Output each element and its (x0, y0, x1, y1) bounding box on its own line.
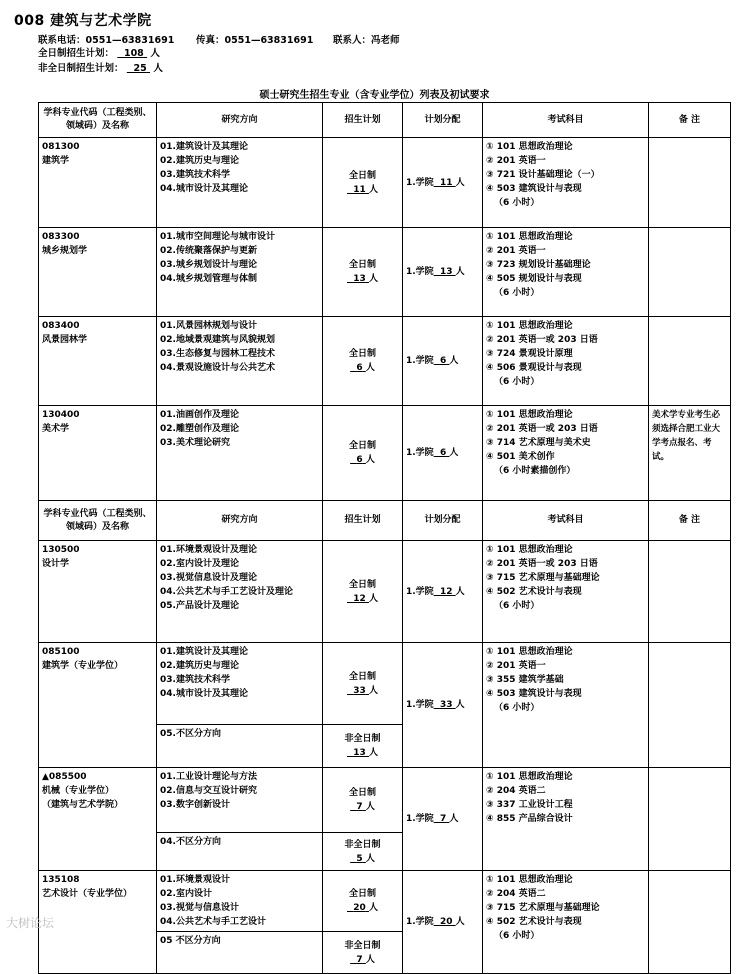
exam-subject: ④ 501 美术创作 (486, 452, 555, 462)
column-header: 考试科目 (483, 501, 649, 541)
fax-text: 传真：0551—63831691 (196, 35, 314, 46)
exam-subject: ④ 502 艺术设计与表现 (486, 587, 582, 597)
column-header: 备 注 (649, 103, 731, 138)
program-name: 风景园林学 (42, 335, 88, 345)
program-name-extra: （建筑与艺术学院） (42, 800, 124, 810)
direction-item: 02.传统聚落保护与更新 (160, 246, 257, 256)
direction-item: 04.景观设施设计与公共艺术 (160, 363, 275, 373)
direction-item: 01.风景园林规划与设计 (160, 321, 257, 331)
remarks-cell (649, 138, 731, 228)
plan-label: 非全日制 (344, 839, 381, 850)
direction-item: 02.地域景观建筑与风貌规划 (160, 335, 275, 345)
program-cell (39, 406, 157, 501)
directions-cell (157, 932, 323, 974)
allocation-cell: 1.学院 6 人 (403, 406, 483, 501)
column-header: 研究方向 (157, 501, 323, 541)
plan-cell (323, 871, 403, 932)
program-code: 081300 (42, 142, 80, 152)
page-header (14, 10, 152, 30)
program-name: 艺术设计（专业学位） (42, 889, 133, 899)
direction-item: 02.室内设计及理论 (160, 559, 239, 569)
exam-subject: （6 小时） (494, 931, 540, 941)
plan-cell (323, 768, 403, 833)
exam-subject: ③ 715 艺术原理与基础理论 (486, 573, 600, 583)
direction-item: 02.信息与交互设计研究 (160, 786, 257, 796)
exam-subject: ④ 503 建筑设计与表现 (486, 689, 582, 699)
direction-item: 03.视觉信息设计及理论 (160, 573, 257, 583)
direction-item: 04.公共艺术与手工艺设计 (160, 917, 266, 927)
exam-subject: ③ 724 景观设计原理 (486, 349, 573, 359)
remarks-cell (649, 317, 731, 406)
table-title: 硕士研究生招生专业（含专业学位）列表及初试要求 (259, 90, 490, 101)
table-row (39, 138, 731, 228)
directions-cell (157, 871, 323, 932)
plan-cell (323, 317, 403, 406)
plan-label: 全日制 (348, 260, 376, 270)
program-code: ▲085500 (42, 772, 87, 782)
plan-label: 全日制 (348, 671, 376, 682)
plan-label: 全日制 (348, 579, 376, 590)
column-header: 学科专业代码（工程类别、领域码）及名称 (39, 103, 157, 138)
direction-item: 01.环境景观设计 (160, 875, 230, 885)
exam-subject: ② 201 英语一或 203 日语 (486, 335, 598, 345)
allocation-cell: 1.学院 12 人 (403, 541, 483, 643)
plan-label: 全日制 (348, 889, 376, 899)
table-row (39, 228, 731, 317)
table-row (39, 768, 731, 833)
direction-item: 03.美术理论研究 (160, 438, 230, 448)
direction-item: 02.室内设计 (160, 889, 212, 899)
exam-subject: ④ 505 规划设计与表现 (486, 274, 582, 284)
program-name: 城乡规划学 (42, 246, 88, 256)
program-code: 083300 (42, 232, 80, 242)
allocation-cell: 1.学院 7 人 (403, 768, 483, 871)
direction-item: 01.城市空间理论与城市设计 (160, 232, 275, 242)
direction-item: 01.建筑设计及其理论 (160, 142, 248, 152)
remark-text: 美术学专业考生必须选择合肥工业大学考点报名、考试。 (652, 410, 721, 462)
direction-item: 05 不区分方向 (160, 936, 221, 946)
plan-label: 全日制 (348, 170, 376, 181)
direction-item: 05.不区分方向 (160, 729, 221, 739)
allocation-cell: 1.学院 20 人 (403, 871, 483, 974)
exam-subject: （6 小时） (494, 198, 540, 208)
direction-item: 01.环境景观设计及理论 (160, 545, 257, 555)
phone-text: 联系电话：0551—63831691 (38, 35, 175, 46)
allocation-cell: 1.学院 13 人 (403, 228, 483, 317)
program-name: 设计学 (42, 559, 70, 569)
plan-count: 7 人 (356, 802, 375, 812)
table-row (39, 406, 731, 501)
direction-item: 01.工业设计理论与方法 (160, 772, 257, 782)
table-row (39, 317, 731, 406)
column-header: 招生计划 (323, 501, 403, 541)
column-header: 研究方向 (157, 103, 323, 138)
allocation-cell: 1.学院 6 人 (403, 317, 483, 406)
table-header-row (39, 103, 731, 138)
direction-item: 04.不区分方向 (160, 837, 221, 847)
column-header: 计划分配 (403, 103, 483, 138)
direction-item: 03.生态修复与园林工程技术 (160, 349, 275, 359)
exam-subject: （6 小时） (494, 288, 540, 298)
plan-cell (323, 228, 403, 317)
plan-label: 全日制 (348, 788, 376, 798)
exam-subject: ② 204 英语二 (486, 889, 546, 899)
allocation-cell: 1.学院 33 人 (403, 643, 483, 768)
allocation-cell: 1.学院 11 人 (403, 138, 483, 228)
exam-subject: ② 201 英语一 (486, 661, 546, 671)
program-cell (39, 871, 157, 974)
exam-subjects-cell (483, 871, 649, 974)
remarks-cell (649, 768, 731, 871)
program-code: 083400 (42, 321, 80, 331)
program-code: 085100 (42, 647, 80, 657)
plan-cell (323, 932, 403, 974)
column-header: 学科专业代码（工程类别、领域码）及名称 (39, 501, 157, 541)
remarks-cell (649, 871, 731, 974)
plan-count: 6 人 (356, 455, 375, 465)
program-name: 建筑学（专业学位） (42, 661, 124, 671)
exam-subject: ① 101 思想政治理论 (486, 410, 573, 420)
column-header: 计划分配 (403, 501, 483, 541)
direction-item: 01.建筑设计及其理论 (160, 647, 248, 657)
exam-subject: ② 201 英语一 (486, 246, 546, 256)
directions-cell (157, 833, 323, 871)
direction-item: 04.城市设计及其理论 (160, 689, 248, 699)
part-time-value: 25 (133, 63, 147, 74)
program-code: 130400 (42, 410, 80, 420)
exam-subject: ② 201 英语一或 203 日语 (486, 424, 598, 434)
direction-item: 02.雕塑创作及理论 (160, 424, 239, 434)
program-code: 130500 (42, 545, 80, 555)
plan-cell (323, 833, 403, 871)
exam-subjects-cell (483, 317, 649, 406)
direction-item: 03.建筑技术科学 (160, 170, 230, 180)
direction-item: 02.建筑历史与理论 (160, 156, 239, 166)
plan-label: 非全日制 (344, 734, 381, 744)
plan-count: 7 人 (356, 954, 375, 965)
direction-item: 04.城市设计及其理论 (160, 184, 248, 194)
exam-subject: ① 101 思想政治理论 (486, 232, 573, 242)
directions-cell (157, 317, 323, 406)
exam-subjects-cell (483, 768, 649, 871)
exam-subject: ① 101 思想政治理论 (486, 875, 573, 885)
program-code: 135108 (42, 875, 80, 885)
exam-subject: ② 204 英语二 (486, 786, 546, 796)
directions-cell (157, 541, 323, 643)
program-cell (39, 768, 157, 871)
directions-cell (157, 725, 323, 768)
remarks-cell (649, 643, 731, 768)
plan-cell (323, 541, 403, 643)
directions-cell (157, 138, 323, 228)
column-header: 招生计划 (323, 103, 403, 138)
exam-subject: ③ 337 工业设计工程 (486, 800, 573, 810)
direction-item: 02.建筑历史与理论 (160, 661, 239, 671)
full-time-value: 108 (123, 48, 144, 59)
exam-subject: ④ 855 产品综合设计 (486, 814, 573, 824)
plan-label: 全日制 (348, 441, 376, 451)
direction-item: 03.建筑技术科学 (160, 675, 230, 685)
plan-count: 11 人 (353, 184, 378, 195)
plan-cell (323, 643, 403, 725)
plan-count: 12 人 (353, 593, 378, 604)
remarks-cell (649, 406, 731, 501)
exam-subject: （6 小时） (494, 703, 540, 713)
unit-label: 人 (150, 48, 160, 59)
direction-item: 01.油画创作及理论 (160, 410, 239, 420)
column-header: 备 注 (649, 501, 731, 541)
exam-subject: ② 201 英语一 (486, 156, 546, 166)
directions-cell (157, 768, 323, 833)
exam-subject: ③ 723 规划设计基础理论 (486, 260, 591, 270)
exam-subject: （6 小时） (494, 377, 540, 387)
exam-subject: ① 101 思想政治理论 (486, 142, 573, 152)
exam-subject: ④ 503 建筑设计与表现 (486, 184, 582, 194)
plan-count: 13 人 (353, 274, 378, 284)
exam-subject: ③ 721 设计基础理论（一） (486, 170, 600, 180)
exam-subject: ② 201 英语一或 203 日语 (486, 559, 598, 569)
plan-cell (323, 138, 403, 228)
direction-item: 05.产品设计及理论 (160, 601, 239, 611)
direction-item: 04.城乡规划管理与体制 (160, 274, 257, 284)
exam-subject: ① 101 思想政治理论 (486, 321, 573, 331)
program-cell (39, 138, 157, 228)
exam-subject: ③ 715 艺术原理与基础理论 (486, 903, 600, 913)
full-time-label: 全日制招生计划： (38, 48, 115, 59)
directions-cell (157, 406, 323, 501)
exam-subjects-cell (483, 643, 649, 768)
plan-label: 非全日制 (344, 940, 381, 951)
plan-count: 5 人 (356, 853, 375, 864)
part-time-label: 非全日制招生计划： (38, 63, 124, 74)
exam-subject: ③ 355 建筑学基础 (486, 675, 564, 685)
exam-subjects-cell (483, 138, 649, 228)
exam-subject: ③ 714 艺术原理与美术史 (486, 438, 591, 448)
direction-item: 03.城乡规划设计与理论 (160, 260, 257, 270)
plan-count: 13 人 (353, 748, 378, 758)
direction-item: 03.数字创新设计 (160, 800, 230, 810)
directions-cell (157, 228, 323, 317)
program-cell (39, 317, 157, 406)
table-row (39, 871, 731, 932)
watermark: 大树论坛 (6, 916, 55, 930)
column-header: 考试科目 (483, 103, 649, 138)
full-time-plan (38, 45, 160, 59)
contact-text: 联系人：冯老师 (333, 35, 400, 46)
exam-subjects-cell (483, 406, 649, 501)
program-cell (39, 228, 157, 317)
remarks-cell (649, 228, 731, 317)
direction-item: 04.公共艺术与手工艺设计及理论 (160, 587, 293, 597)
table-row (39, 643, 731, 725)
unit-label: 人 (153, 63, 163, 74)
exam-subject: ① 101 思想政治理论 (486, 647, 573, 657)
admissions-table (38, 102, 731, 974)
exam-subject: ④ 506 景观设计与表现 (486, 363, 582, 373)
plan-count: 6 人 (356, 363, 375, 373)
directions-cell (157, 643, 323, 725)
program-cell (39, 541, 157, 643)
exam-subject: （6 小时素描创作） (494, 466, 576, 476)
college-title: 008 建筑与艺术学院 (14, 13, 152, 29)
remarks-cell (649, 541, 731, 643)
exam-subject: （6 小时） (494, 601, 540, 611)
table-row (39, 541, 731, 643)
program-name: 建筑学 (42, 156, 70, 166)
plan-label: 全日制 (348, 349, 376, 359)
program-name: 美术学 (42, 424, 70, 434)
exam-subjects-cell (483, 541, 649, 643)
plan-count: 33 人 (353, 685, 378, 696)
table-header-row (39, 501, 731, 541)
plan-count: 20 人 (353, 903, 378, 913)
direction-item: 03.视觉与信息设计 (160, 903, 239, 913)
exam-subject: ① 101 思想政治理论 (486, 772, 573, 782)
program-name: 机械（专业学位） (42, 786, 115, 796)
exam-subject: ① 101 思想政治理论 (486, 545, 573, 555)
program-cell (39, 643, 157, 768)
plan-cell (323, 725, 403, 768)
exam-subject: ④ 502 艺术设计与表现 (486, 917, 582, 927)
part-time-plan (38, 60, 163, 74)
exam-subjects-cell (483, 228, 649, 317)
plan-cell (323, 406, 403, 501)
